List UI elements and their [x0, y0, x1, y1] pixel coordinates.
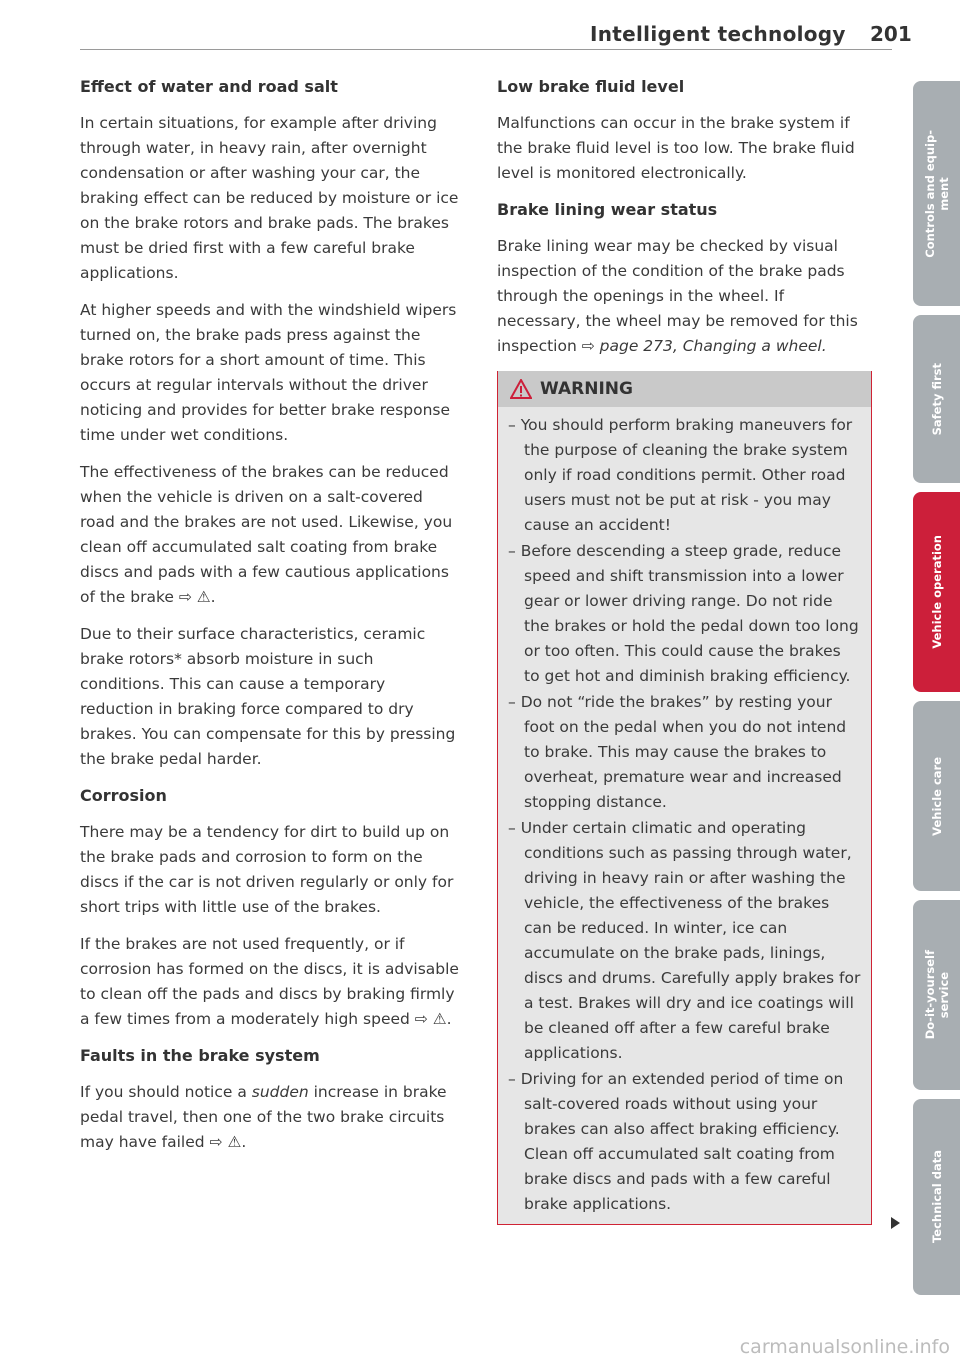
paragraph: Malfunctions can occur in the brake system if the brake fluid level is too low. The brake fluid level is monitored electronically. — [497, 114, 855, 182]
paragraph: In certain situations, for example after driving through water, in heavy rain, after overnight condensation or after washing your car, the braking effect can be reduced by moisture or ice on the brake rotors and brake pads. The brakes must be dried first with a few careful brake applications. — [80, 114, 459, 282]
paragraph-text: If the brakes are not used frequently, or if corrosion has formed on the discs, it is advisable to clean off the pads and discs by braking firmly a few times from a moderately high speed — [80, 935, 459, 1028]
warning-title: WARNING — [540, 379, 633, 399]
tab-vehicle-operation[interactable] — [913, 492, 960, 692]
paragraph-text: If you should notice a — [80, 1083, 252, 1101]
left-column — [80, 75, 460, 1167]
paragraph — [80, 932, 460, 1032]
tab-controls-and-equipment[interactable] — [913, 81, 960, 306]
warning-item: – You should perform braking maneuvers for the purpose of cleaning the brake system only if road conditions permit. Other road users must not be put at risk - you may cause an accident! — [508, 413, 861, 538]
tab-label: Controls and equip- ment — [922, 129, 951, 258]
section-heading-brake-fluid: Low brake fluid level — [497, 77, 685, 96]
tab-vehicle-care[interactable] — [913, 701, 960, 891]
tab-label: Vehicle operation — [929, 535, 944, 649]
paragraph — [80, 1080, 460, 1155]
warning-header — [498, 371, 871, 407]
warning-box — [497, 371, 872, 1225]
warning-triangle-icon — [510, 379, 532, 399]
page-reference-link[interactable]: ⇨ page 273, Changing a wheel. — [581, 337, 827, 355]
right-column — [497, 75, 872, 1225]
warning-reference[interactable]: ⇨ ⚠. — [178, 588, 216, 606]
running-header-title: Intelligent technology — [590, 22, 846, 46]
tab-technical-data[interactable] — [913, 1099, 960, 1295]
paragraph-text: Brake lining wear may be checked by visual inspection of the condition of the brake pads through the openings in the wheel. If necessary, the wheel may be removed for this inspection — [497, 237, 858, 355]
section-heading-corrosion: Corrosion — [80, 786, 167, 805]
warning-item: – Under certain climatic and operating conditions such as passing through water, driving in heavy rain or after washing the vehicle, the effectiveness of the brakes can be reduced. In winter, ice can accumulate on the brake pads, linings, discs and drums. Carefully apply brakes for a test. Brakes will dry and ice coatings will be cleaned off after a few careful brake applications. — [508, 816, 861, 1066]
warning-item: – Do not “ride the brakes” by resting your foot on the pedal when you do not intend to brake. This may cause the brakes to overheat, premature wear and increased stopping distance. — [508, 690, 861, 815]
paragraph — [80, 460, 460, 610]
tab-do-it-yourself-service[interactable] — [913, 900, 960, 1090]
page-number: 201 — [870, 22, 912, 46]
paragraph-text: The effectiveness of the brakes can be reduced when the vehicle is driven on a salt-covered road and the brakes are not used. Likewise, you clean off accumulated salt coating from brake discs and pads with a few cautious applications of the brake — [80, 463, 453, 606]
section-heading-water-salt: Effect of water and road salt — [80, 77, 338, 96]
warning-reference[interactable]: ⇨ ⚠. — [209, 1133, 247, 1151]
warning-item: – Before descending a steep grade, reduce speed and shift transmission into a lower gear or lower driving range. Do not ride the brakes or hold the pedal down too long or too often. This could cause the brakes to get hot and diminish braking efficiency. — [508, 539, 861, 689]
warning-item: – Driving for an extended period of time on salt-covered roads without using your brakes can also affect braking efficiency. Clean off accumulated salt coating from brake discs and pads with a few careful brake applications. — [508, 1067, 861, 1217]
paragraph: There may be a tendency for dirt to build up on the brake pads and corrosion to form on the discs if the car is not driven regularly or only for short trips with little use of the brakes. — [80, 823, 454, 916]
emphasis-text: sudden — [251, 1083, 309, 1101]
tab-label: Safety first — [929, 362, 944, 436]
paragraph: Due to their surface characteristics, ceramic brake rotors* absorb moisture in such conditions. This can cause a temporary reduction in braking force compared to dry brakes. You can compensate for this by pressing the brake pedal harder. — [80, 625, 456, 768]
tab-safety-first[interactable] — [913, 315, 960, 483]
tab-label: Technical data — [929, 1150, 944, 1244]
section-heading-lining-wear: Brake lining wear status — [497, 200, 718, 219]
warning-reference[interactable]: ⇨ ⚠. — [414, 1010, 452, 1028]
tab-label: Do-it-yourself service — [922, 950, 951, 1040]
header-divider — [80, 49, 892, 50]
watermark: carmanualsonline.info — [739, 1336, 950, 1358]
tab-label: Vehicle care — [929, 756, 944, 836]
section-heading-faults: Faults in the brake system — [80, 1046, 320, 1065]
continue-arrow-icon — [891, 1217, 900, 1229]
paragraph: At higher speeds and with the windshield wipers turned on, the brake pads press against the brake rotors for a short amount of time. This occurs at regular intervals without the driver noticing and provides for better brake response time under wet conditions. — [80, 301, 457, 444]
warning-list — [498, 407, 871, 1224]
paragraph — [497, 234, 872, 359]
paragraph-text: increase in brake pedal travel, then one of the two brake circuits may have failed — [80, 1083, 447, 1151]
